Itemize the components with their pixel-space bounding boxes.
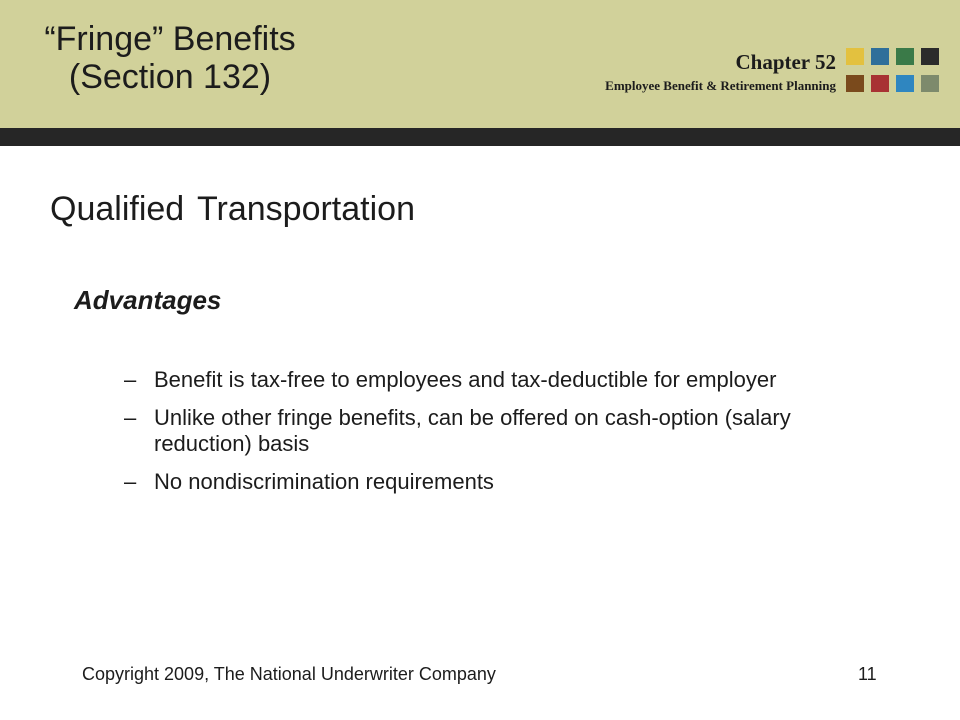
bullet-marker: – <box>124 367 137 392</box>
header-band <box>0 0 960 128</box>
section-heading: Qualified Transportation <box>50 190 415 228</box>
color-square <box>846 75 864 92</box>
color-square <box>871 48 889 65</box>
color-square <box>921 75 939 92</box>
chapter-label <box>605 51 836 95</box>
header-divider-bar <box>0 128 960 146</box>
color-square <box>871 75 889 92</box>
subheading: Advantages <box>74 285 222 315</box>
color-squares-decoration <box>846 48 944 96</box>
bullet-text: Benefit is tax-free to employees and tax-deductible for employer <box>154 367 777 392</box>
color-square <box>896 75 914 92</box>
bullet-marker: – <box>124 405 137 430</box>
bullet-text: Unlike other fringe benefits, can be offered on cash-option (salary reduction) basis <box>154 405 791 456</box>
copyright-footer: Copyright 2009, The National Underwriter Company <box>82 664 496 684</box>
color-square <box>846 48 864 65</box>
bullet-item <box>124 405 864 457</box>
chapter-subtitle: Employee Benefit & Retirement Planning <box>605 78 836 93</box>
chapter-number: Chapter 52 <box>735 50 836 74</box>
bullet-item <box>124 469 864 495</box>
bullet-marker: – <box>124 469 137 494</box>
bullet-item <box>124 367 864 393</box>
slide-title <box>0 20 340 96</box>
slide-title-line-2: (Section 132) <box>68 58 272 96</box>
page-number: 11 <box>858 664 877 684</box>
bullet-list <box>124 367 864 507</box>
color-square <box>896 48 914 65</box>
bullet-text: No nondiscrimination requirements <box>154 469 494 494</box>
slide-title-line-1: “Fringe” Benefits <box>44 20 296 58</box>
color-square <box>921 48 939 65</box>
